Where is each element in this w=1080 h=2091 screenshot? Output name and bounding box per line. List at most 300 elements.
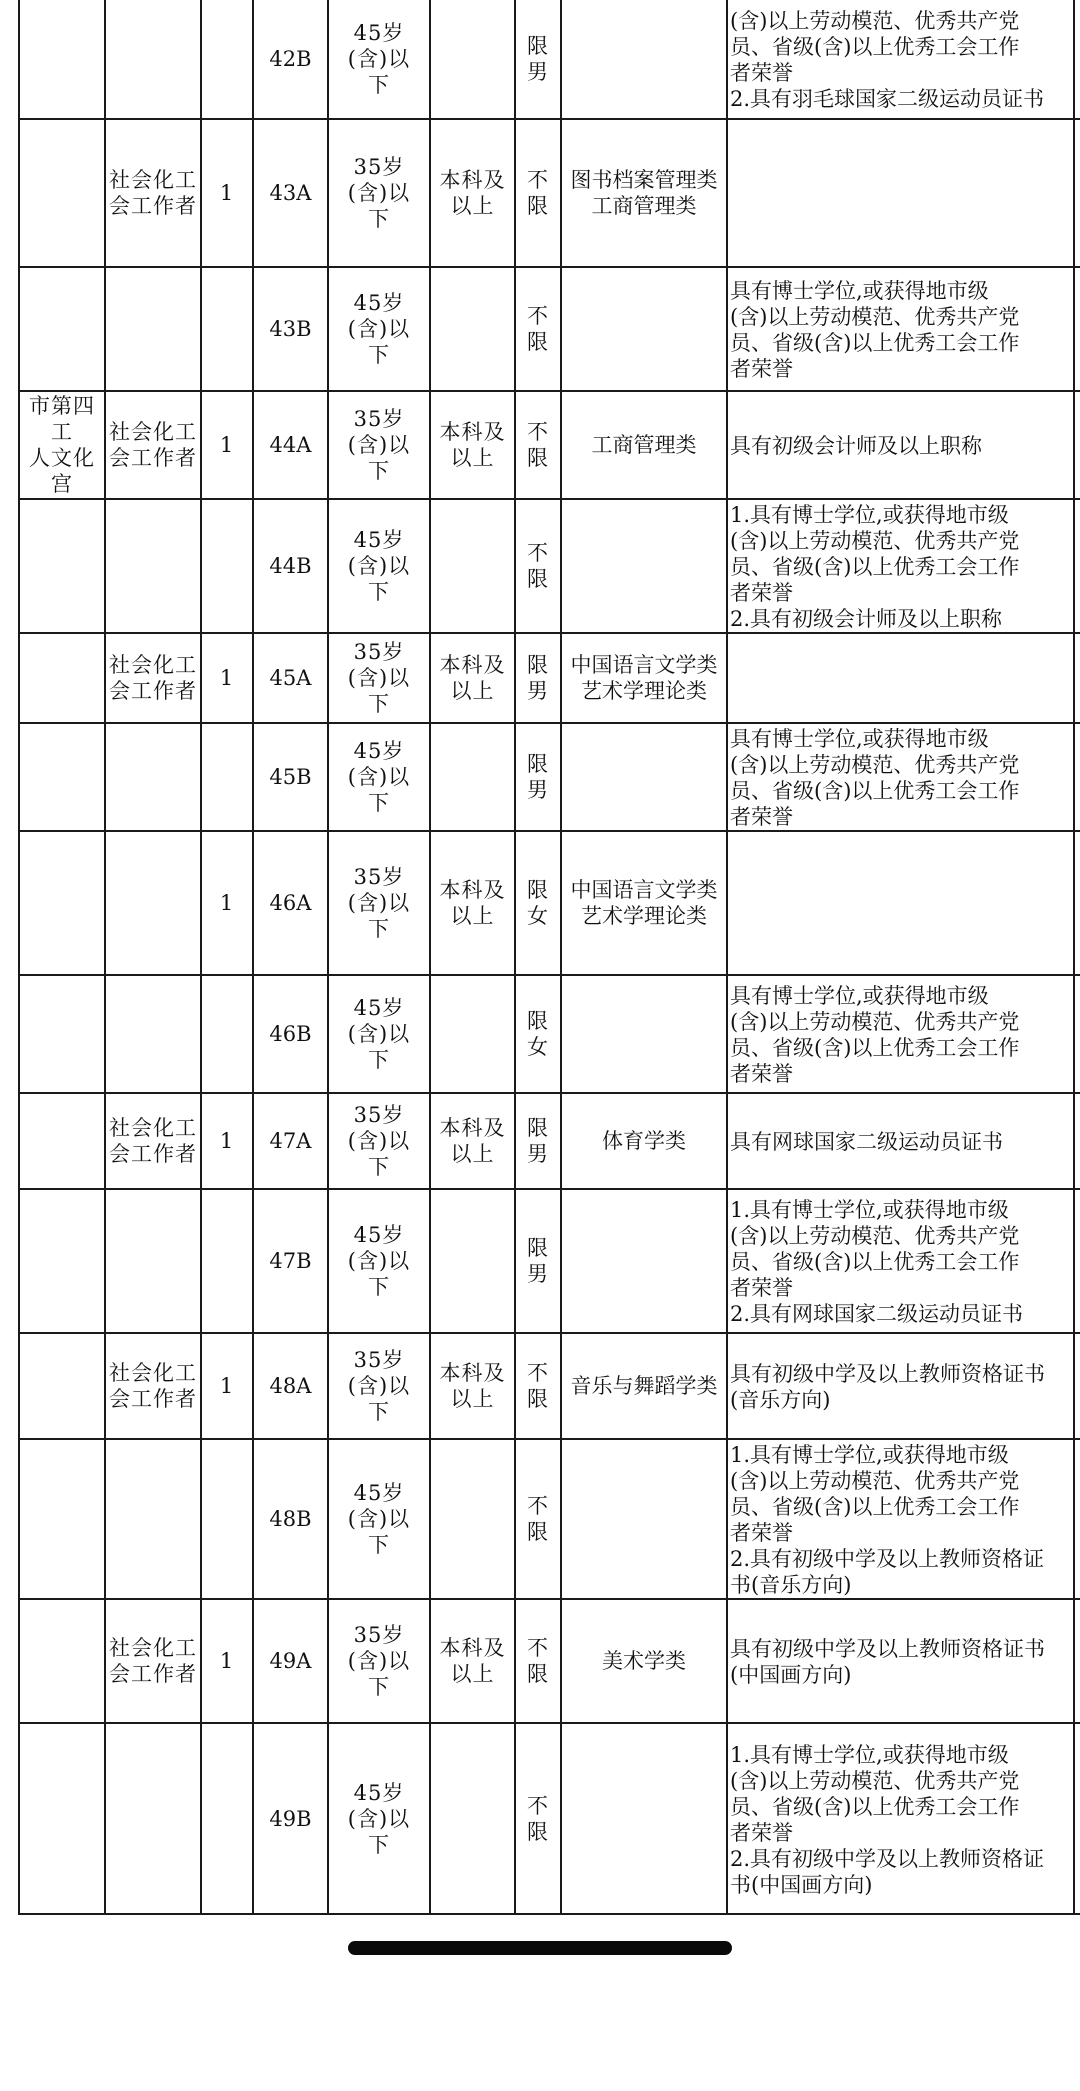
cell-text-line: 35岁 xyxy=(353,407,405,431)
employer-cell xyxy=(19,0,105,119)
position-title-cell xyxy=(105,1093,201,1189)
cell-text-line: 下 xyxy=(368,1155,390,1179)
cell-text-line: 会工作者 xyxy=(109,194,197,218)
position-code-cell xyxy=(253,267,328,391)
cell-text-line: 48B xyxy=(269,1507,312,1531)
cell-text-line: 市第四 xyxy=(29,394,95,418)
employer-cell xyxy=(19,1439,105,1599)
cell-text-line: (含)以 xyxy=(347,891,411,915)
cell-text-line: (含)以 xyxy=(347,554,411,578)
gender-requirement-cell xyxy=(515,499,561,633)
table-row xyxy=(19,831,1080,975)
education-requirement-cell xyxy=(430,119,515,267)
age-requirement-cell xyxy=(328,0,430,119)
gender-requirement-cell xyxy=(515,831,561,975)
requirement-line: (音乐方向) xyxy=(730,1388,831,1412)
position-title-cell xyxy=(105,975,201,1093)
cell-text-line: 35岁 xyxy=(353,865,405,889)
age-requirement-cell xyxy=(328,975,430,1093)
employer-cell xyxy=(19,633,105,723)
education-requirement-cell xyxy=(430,1093,515,1189)
position-title-cell xyxy=(105,119,201,267)
position-code-cell xyxy=(253,1333,328,1439)
cell-text-line: 35岁 xyxy=(353,1103,405,1127)
cell-text-line: 下 xyxy=(368,580,390,604)
cell-text-line: 以上 xyxy=(450,1662,495,1686)
cell-text-line: 会工作者 xyxy=(109,1662,197,1686)
position-code-cell xyxy=(253,1723,328,1914)
education-requirement-cell xyxy=(430,1723,515,1914)
age-requirement-cell xyxy=(328,1189,430,1333)
hiring-count-cell xyxy=(201,1333,253,1439)
other-requirements-cell xyxy=(727,499,1074,633)
education-requirement-cell xyxy=(430,1439,515,1599)
position-code-cell xyxy=(253,1189,328,1333)
position-code-cell xyxy=(253,119,328,267)
cell-text-line: 工 xyxy=(51,420,73,444)
cell-text-line: 下 xyxy=(368,1675,390,1699)
cell-text-line: 男 xyxy=(527,1142,549,1166)
major-requirement-cell xyxy=(561,1189,727,1333)
hiring-count-cell xyxy=(201,391,253,499)
employer-cell xyxy=(19,723,105,831)
education-requirement-cell xyxy=(430,391,515,499)
cell-text-line: 45岁 xyxy=(353,528,405,552)
hiring-count-cell xyxy=(201,1599,253,1723)
employer-cell xyxy=(19,267,105,391)
age-requirement-cell xyxy=(328,499,430,633)
cell-text-line: 44A xyxy=(269,433,312,457)
position-code-cell xyxy=(253,723,328,831)
position-code-cell xyxy=(253,499,328,633)
requirement-line: 者荣誉 xyxy=(730,1820,793,1845)
major-requirement-cell xyxy=(561,1093,727,1189)
major-requirement-cell xyxy=(561,499,727,633)
cell-text-line: 1 xyxy=(219,433,235,457)
cell-text-line: 限 xyxy=(527,1236,549,1260)
requirement-line: 者荣誉 xyxy=(730,581,793,605)
cell-text-line: 以上 xyxy=(450,1387,495,1411)
major-requirement-cell xyxy=(561,975,727,1093)
education-requirement-cell xyxy=(430,1189,515,1333)
requirement-line: 者荣誉 xyxy=(730,1521,793,1545)
hiring-count-cell xyxy=(201,267,253,391)
cell-text-line: 限 xyxy=(527,1387,549,1411)
cell-text-line: 以上 xyxy=(450,679,495,703)
cell-text-line: (含)以 xyxy=(347,666,411,690)
remarks-cell xyxy=(1074,975,1080,1093)
cell-text-line: (含)以 xyxy=(347,433,411,457)
position-code-cell xyxy=(253,831,328,975)
cell-text-line: 46B xyxy=(269,1022,312,1046)
cell-text-line: 下 xyxy=(368,207,390,231)
position-title-cell xyxy=(105,1723,201,1914)
cell-text-line: 会工作者 xyxy=(109,1387,197,1411)
table-row xyxy=(19,119,1080,267)
remarks-cell xyxy=(1074,1599,1080,1723)
position-code-cell xyxy=(253,1599,328,1723)
education-requirement-cell xyxy=(430,975,515,1093)
cell-text-line: 以上 xyxy=(450,194,495,218)
cell-text-line: 男 xyxy=(527,60,549,84)
gender-requirement-cell xyxy=(515,267,561,391)
age-requirement-cell xyxy=(328,723,430,831)
gender-requirement-cell xyxy=(515,723,561,831)
cell-text-line: 48A xyxy=(269,1374,312,1398)
cell-text-line: (含)以 xyxy=(347,765,411,789)
cell-text-line: 不 xyxy=(527,1636,549,1660)
position-title-cell xyxy=(105,1599,201,1723)
cell-text-line: 不 xyxy=(527,168,549,192)
remarks-cell xyxy=(1074,1439,1080,1599)
cell-text-line: (含)以 xyxy=(347,317,411,341)
age-requirement-cell xyxy=(328,267,430,391)
cell-text-line: 本科及 xyxy=(439,1361,506,1385)
cell-text-line: 43B xyxy=(269,317,312,341)
cell-text-line: 不 xyxy=(527,304,549,328)
requirement-line: (含)以上劳动模范、优秀共产党 xyxy=(730,9,1020,33)
cell-text-line: 下 xyxy=(368,459,390,483)
requirement-line: 具有初级中学及以上教师资格证书 xyxy=(730,1637,1045,1661)
cell-text-line: 43A xyxy=(269,181,312,205)
remarks-cell xyxy=(1074,831,1080,975)
cell-text-line: 限 xyxy=(527,567,549,591)
table-row xyxy=(19,1599,1080,1723)
position-title-cell xyxy=(105,499,201,633)
gender-requirement-cell xyxy=(515,975,561,1093)
major-requirement-cell xyxy=(561,1723,727,1914)
remarks-cell xyxy=(1074,1333,1080,1439)
position-title-cell xyxy=(105,633,201,723)
gender-requirement-cell xyxy=(515,1723,561,1914)
cell-text-line: 社会化工 xyxy=(109,420,197,444)
requirement-line: 书(中国画方向) xyxy=(730,1872,873,1897)
cell-text-line: 1 xyxy=(219,1649,235,1673)
requirement-line: 具有博士学位,或获得地市级 xyxy=(730,984,989,1008)
recruitment-table xyxy=(18,0,1080,1915)
cell-text-line: 45岁 xyxy=(353,1780,405,1805)
requirement-line: (含)以上劳动模范、优秀共产党 xyxy=(730,753,1020,777)
cell-text-line: 45岁 xyxy=(353,1481,405,1505)
cell-text-line: (含)以 xyxy=(347,47,411,71)
gender-requirement-cell xyxy=(515,1189,561,1333)
table-row xyxy=(19,1333,1080,1439)
cell-text-line: (含)以 xyxy=(347,1022,411,1046)
requirement-line: (中国画方向) xyxy=(730,1663,852,1687)
cell-text-line: 艺术学理论类 xyxy=(581,679,707,703)
requirement-line: (含)以上劳动模范、优秀共产党 xyxy=(730,529,1020,553)
table-row xyxy=(19,1723,1080,1914)
remarks-cell xyxy=(1074,267,1080,391)
cell-text-line: 社会化工 xyxy=(109,1636,197,1660)
remarks-cell xyxy=(1074,723,1080,831)
cell-text-line: 社会化工 xyxy=(109,653,197,677)
cell-text-line: 35岁 xyxy=(353,1623,405,1647)
employer-cell xyxy=(19,1333,105,1439)
education-requirement-cell xyxy=(430,499,515,633)
cell-text-line: 44B xyxy=(269,554,312,578)
requirement-line: 1.具有博士学位,或获得地市级 xyxy=(730,1198,1009,1222)
position-title-cell xyxy=(105,831,201,975)
requirement-line: 员、省级(含)以上优秀工会工作 xyxy=(730,35,1020,59)
table-row xyxy=(19,267,1080,391)
position-code-cell xyxy=(253,1439,328,1599)
major-requirement-cell xyxy=(561,1333,727,1439)
cell-text-line: 不 xyxy=(527,420,549,444)
cell-text-line: 不 xyxy=(527,1361,549,1385)
table-row xyxy=(19,499,1080,633)
cell-text-line: 45B xyxy=(269,765,312,789)
remarks-cell xyxy=(1074,499,1080,633)
major-requirement-cell xyxy=(561,1439,727,1599)
cell-text-line: (含)以 xyxy=(347,1806,411,1831)
cell-text-line: 下 xyxy=(368,343,390,367)
cell-text-line: (含)以 xyxy=(347,1129,411,1153)
cell-text-line: 限 xyxy=(527,653,549,677)
hiring-count-cell xyxy=(201,1189,253,1333)
other-requirements-cell xyxy=(727,723,1074,831)
age-requirement-cell xyxy=(328,391,430,499)
other-requirements-cell xyxy=(727,831,1074,975)
requirement-line: 员、省级(含)以上优秀工会工作 xyxy=(730,1250,1020,1274)
remarks-cell xyxy=(1074,119,1080,267)
home-indicator-bar[interactable] xyxy=(348,1941,732,1955)
age-requirement-cell xyxy=(328,831,430,975)
education-requirement-cell xyxy=(430,633,515,723)
cell-text-line: 会工作者 xyxy=(109,679,197,703)
cell-text-line: 不 xyxy=(527,541,549,565)
requirement-line: (含)以上劳动模范、优秀共产党 xyxy=(730,1469,1020,1493)
position-title-cell xyxy=(105,1439,201,1599)
employer-cell xyxy=(19,975,105,1093)
employer-cell xyxy=(19,831,105,975)
hiring-count-cell xyxy=(201,1723,253,1914)
hiring-count-cell xyxy=(201,633,253,723)
requirement-line: 1.具有博士学位,或获得地市级 xyxy=(730,503,1009,527)
cell-text-line: 社会化工 xyxy=(109,1361,197,1385)
employer-cell xyxy=(19,119,105,267)
cell-text-line: 限 xyxy=(527,1009,549,1033)
cell-text-line: 不 xyxy=(527,1793,549,1818)
cell-text-line: 45岁 xyxy=(353,996,405,1020)
table-row xyxy=(19,0,1080,119)
requirement-line: 者荣誉 xyxy=(730,357,793,381)
hiring-count-cell xyxy=(201,0,253,119)
employer-cell xyxy=(19,1723,105,1914)
employer-cell xyxy=(19,499,105,633)
requirement-line: 具有初级会计师及以上职称 xyxy=(730,434,982,458)
requirement-line: 2.具有羽毛球国家二级运动员证书 xyxy=(730,87,1045,111)
cell-text-line: 47A xyxy=(269,1129,312,1153)
cell-text-line: 46A xyxy=(269,891,312,915)
cell-text-line: 1 xyxy=(219,666,235,690)
position-title-cell xyxy=(105,723,201,831)
cell-text-line: 不 xyxy=(527,1494,549,1518)
major-requirement-cell xyxy=(561,831,727,975)
cell-text-line: 社会化工 xyxy=(109,1116,197,1140)
other-requirements-cell xyxy=(727,391,1074,499)
other-requirements-cell xyxy=(727,119,1074,267)
cell-text-line: 限 xyxy=(527,1520,549,1544)
cell-text-line: 35岁 xyxy=(353,1348,405,1372)
cell-text-line: 女 xyxy=(527,904,549,928)
cell-text-line: 1 xyxy=(219,891,235,915)
requirement-line: 书(音乐方向) xyxy=(730,1573,852,1597)
gender-requirement-cell xyxy=(515,1439,561,1599)
position-code-cell xyxy=(253,975,328,1093)
requirement-line: 员、省级(含)以上优秀工会工作 xyxy=(730,779,1020,803)
cell-text-line: 下 xyxy=(368,1400,390,1424)
education-requirement-cell xyxy=(430,1599,515,1723)
remarks-cell xyxy=(1074,0,1080,119)
age-requirement-cell xyxy=(328,1093,430,1189)
cell-text-line: 下 xyxy=(368,1275,390,1299)
position-title-cell xyxy=(105,391,201,499)
cell-text-line: 艺术学理论类 xyxy=(581,904,707,928)
cell-text-line: 45岁 xyxy=(353,291,405,315)
cell-text-line: 男 xyxy=(527,1262,549,1286)
hiring-count-cell xyxy=(201,499,253,633)
cell-text-line: (含)以 xyxy=(347,1507,411,1531)
cell-text-line: 下 xyxy=(368,73,390,97)
other-requirements-cell xyxy=(727,1333,1074,1439)
other-requirements-cell xyxy=(727,267,1074,391)
requirement-line: (含)以上劳动模范、优秀共产党 xyxy=(730,1768,1020,1793)
gender-requirement-cell xyxy=(515,1093,561,1189)
cell-text-line: 限 xyxy=(527,194,549,218)
age-requirement-cell xyxy=(328,1723,430,1914)
requirement-line: 具有初级中学及以上教师资格证书 xyxy=(730,1362,1045,1386)
cell-text-line: 下 xyxy=(368,791,390,815)
gender-requirement-cell xyxy=(515,391,561,499)
cell-text-line: 男 xyxy=(527,679,549,703)
major-requirement-cell xyxy=(561,119,727,267)
position-title-cell xyxy=(105,267,201,391)
cell-text-line: 本科及 xyxy=(439,168,506,192)
cell-text-line: 下 xyxy=(368,692,390,716)
position-code-cell xyxy=(253,391,328,499)
table-row xyxy=(19,391,1080,499)
cell-text-line: 体育学类 xyxy=(602,1129,686,1153)
cell-text-line: 49B xyxy=(269,1806,312,1831)
age-requirement-cell xyxy=(328,1599,430,1723)
age-requirement-cell xyxy=(328,633,430,723)
table-body xyxy=(19,0,1080,1914)
gender-requirement-cell xyxy=(515,1599,561,1723)
requirement-line: 者荣誉 xyxy=(730,61,793,85)
cell-text-line: 45岁 xyxy=(353,21,405,45)
other-requirements-cell xyxy=(727,1723,1074,1914)
other-requirements-cell xyxy=(727,0,1074,119)
cell-text-line: 限 xyxy=(527,1662,549,1686)
position-title-cell xyxy=(105,1189,201,1333)
cell-text-line: 社会化工 xyxy=(109,168,197,192)
requirement-line: 2.具有网球国家二级运动员证书 xyxy=(730,1302,1024,1326)
cell-text-line: 1 xyxy=(219,1129,235,1153)
education-requirement-cell xyxy=(430,1333,515,1439)
major-requirement-cell xyxy=(561,723,727,831)
cell-text-line: 47B xyxy=(269,1249,312,1273)
cell-text-line: 本科及 xyxy=(439,1636,506,1660)
cell-text-line: 本科及 xyxy=(439,653,506,677)
cell-text-line: 中国语言文学类 xyxy=(570,878,718,902)
cell-text-line: 45岁 xyxy=(353,1223,405,1247)
other-requirements-cell xyxy=(727,1189,1074,1333)
other-requirements-cell xyxy=(727,975,1074,1093)
major-requirement-cell xyxy=(561,1599,727,1723)
table-row xyxy=(19,1093,1080,1189)
cell-text-line: 工商管理类 xyxy=(591,433,697,457)
requirement-line: 具有博士学位,或获得地市级 xyxy=(730,279,989,303)
cell-text-line: 限 xyxy=(527,1819,549,1844)
education-requirement-cell xyxy=(430,831,515,975)
cell-text-line: 下 xyxy=(368,1832,390,1857)
gender-requirement-cell xyxy=(515,1333,561,1439)
age-requirement-cell xyxy=(328,1333,430,1439)
cell-text-line: 42B xyxy=(269,47,312,71)
education-requirement-cell xyxy=(430,0,515,119)
education-requirement-cell xyxy=(430,267,515,391)
cell-text-line: 以上 xyxy=(450,904,495,928)
requirement-line: (含)以上劳动模范、优秀共产党 xyxy=(730,1010,1020,1034)
requirement-line: 员、省级(含)以上优秀工会工作 xyxy=(730,331,1020,355)
age-requirement-cell xyxy=(328,119,430,267)
cell-text-line: (含)以 xyxy=(347,1649,411,1673)
position-code-cell xyxy=(253,1093,328,1189)
cell-text-line: 宫 xyxy=(51,472,73,496)
cell-text-line: 会工作者 xyxy=(109,1142,197,1166)
gender-requirement-cell xyxy=(515,633,561,723)
cell-text-line: 限 xyxy=(527,1116,549,1140)
cell-text-line: 工商管理类 xyxy=(591,194,697,218)
hiring-count-cell xyxy=(201,1439,253,1599)
cell-text-line: (含)以 xyxy=(347,1249,411,1273)
gender-requirement-cell xyxy=(515,119,561,267)
table-row xyxy=(19,975,1080,1093)
cell-text-line: 下 xyxy=(368,1048,390,1072)
cell-text-line: 以上 xyxy=(450,446,495,470)
employer-cell xyxy=(19,1093,105,1189)
cell-text-line: (含)以 xyxy=(347,181,411,205)
requirement-line: 2.具有初级中学及以上教师资格证 xyxy=(730,1547,1045,1571)
gender-requirement-cell xyxy=(515,0,561,119)
cell-text-line: 限 xyxy=(527,34,549,58)
requirement-line: 者荣誉 xyxy=(730,1276,793,1300)
requirement-line: 具有博士学位,或获得地市级 xyxy=(730,727,989,751)
cell-text-line: 本科及 xyxy=(439,1116,506,1140)
cell-text-line: 1 xyxy=(219,181,235,205)
other-requirements-cell xyxy=(727,633,1074,723)
hiring-count-cell xyxy=(201,723,253,831)
requirement-line: 者荣誉 xyxy=(730,805,793,829)
cell-text-line: 35岁 xyxy=(353,155,405,179)
cell-text-line: 女 xyxy=(527,1035,549,1059)
cell-text-line: 本科及 xyxy=(439,420,506,444)
requirement-line: 1.具有博士学位,或获得地市级 xyxy=(730,1443,1009,1467)
requirement-line: 者荣誉 xyxy=(730,1062,793,1086)
remarks-cell xyxy=(1074,1723,1080,1914)
table-row xyxy=(19,1439,1080,1599)
table-row xyxy=(19,1189,1080,1333)
cell-text-line: 图书档案管理类 xyxy=(570,168,718,192)
requirement-line: (含)以上劳动模范、优秀共产党 xyxy=(730,1224,1020,1248)
cell-text-line: (含)以 xyxy=(347,1374,411,1398)
requirement-line: 2.具有初级会计师及以上职称 xyxy=(730,607,1003,631)
cell-text-line: 限 xyxy=(527,752,549,776)
requirement-line: 员、省级(含)以上优秀工会工作 xyxy=(730,1495,1020,1519)
position-code-cell xyxy=(253,633,328,723)
cell-text-line: 限 xyxy=(527,330,549,354)
